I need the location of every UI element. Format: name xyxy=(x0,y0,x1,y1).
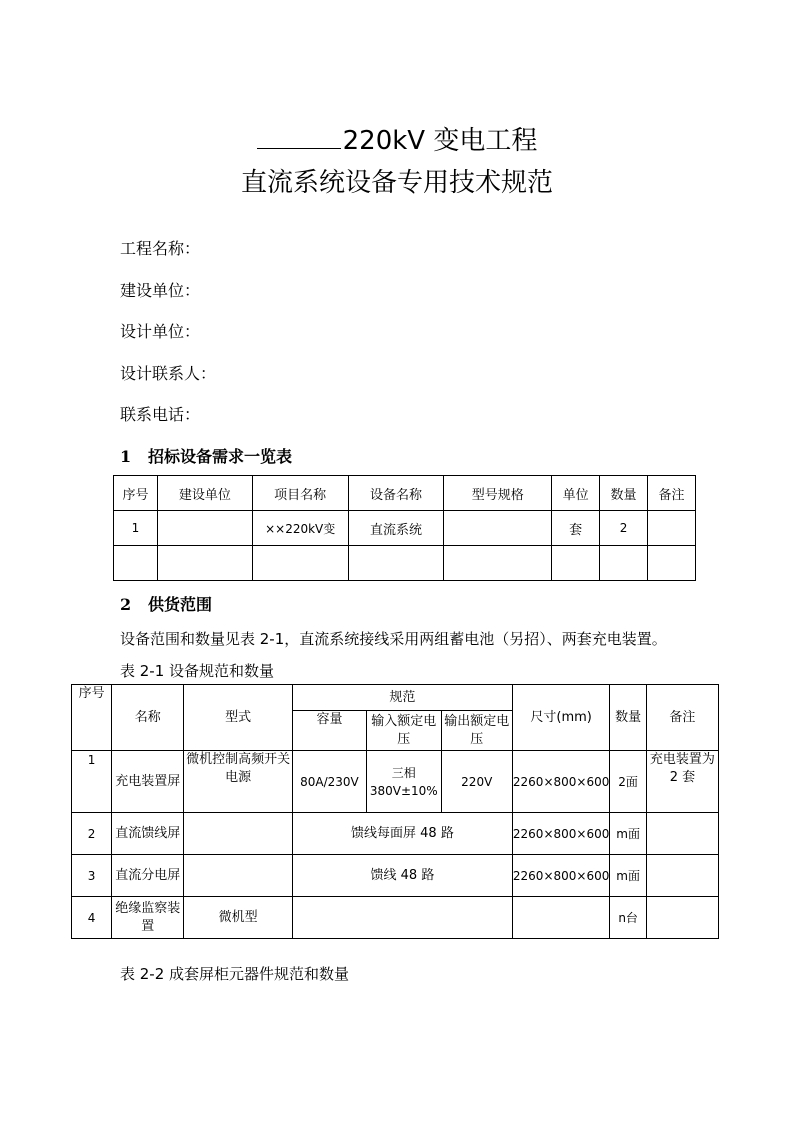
table-cell xyxy=(600,546,648,581)
table-cell: 微机型 xyxy=(184,897,293,939)
table-cell: 3 xyxy=(72,855,112,897)
table-cell: 充电装置屏 xyxy=(112,751,184,813)
table-row xyxy=(72,897,719,939)
col-header-name: 名称 xyxy=(112,685,184,751)
col-header: 建设单位 xyxy=(157,476,252,511)
col-header: 单位 xyxy=(552,476,600,511)
col-header: 项目名称 xyxy=(252,476,348,511)
blank-underline xyxy=(257,128,341,149)
col-header-qty: 数量 xyxy=(610,685,646,751)
table-cell: 绝缘监察装置 xyxy=(112,897,184,939)
table-2-2-caption: 表 2-2 成套屏柜元器件规范和数量 xyxy=(120,965,350,983)
field-construction-unit: 建设单位： xyxy=(120,281,201,300)
col-header: 序号 xyxy=(114,476,158,511)
table-row xyxy=(114,511,696,546)
document-title-line2: 直流系统设备专用技术规范 xyxy=(240,168,553,198)
table-cell xyxy=(444,546,552,581)
table-cell xyxy=(292,897,512,939)
table-cell: 80A/230V xyxy=(292,751,366,813)
col-header-size: 尺寸(mm) xyxy=(512,685,609,751)
table-cell: 微机控制高频开关电源 xyxy=(184,751,293,813)
table-cell xyxy=(552,546,600,581)
document-title-line1: 220kV 变电工程 xyxy=(0,120,794,157)
table-cell: 充电装置为 2 套 xyxy=(646,751,718,813)
col-header: 数量 xyxy=(600,476,648,511)
table-cell: 4 xyxy=(72,897,112,939)
table-cell: n台 xyxy=(610,897,646,939)
table-cell: 2 xyxy=(72,813,112,855)
table-cell: 直流系统 xyxy=(348,511,444,546)
table-cell: 2260×800×600 xyxy=(512,855,609,897)
table-header-row xyxy=(114,476,696,511)
field-design-unit: 设计单位： xyxy=(120,322,201,341)
table-cell: 2 xyxy=(600,511,648,546)
supply-scope-paragraph: 设备范围和数量见表 2-1，直流系统接线采用两组蓄电池（另招）、两套充电装置。 xyxy=(120,630,667,648)
table-cell: 1 xyxy=(114,511,158,546)
col-header-seq: 序号 xyxy=(72,685,112,751)
section-1-heading: 1 招标设备需求一览表 xyxy=(120,447,293,466)
table-row xyxy=(72,855,719,897)
table-cell: m面 xyxy=(610,813,646,855)
table-cell xyxy=(184,855,293,897)
table-cell xyxy=(114,546,158,581)
table-cell xyxy=(444,511,552,546)
table-cell: 馈线每面屏 48 路 xyxy=(292,813,512,855)
table-row xyxy=(72,813,719,855)
table-header-row xyxy=(72,685,719,711)
table-cell xyxy=(646,813,718,855)
table-cell xyxy=(252,546,348,581)
table-cell: 馈线 48 路 xyxy=(292,855,512,897)
table-cell: ××220kV变 xyxy=(252,511,348,546)
equipment-demand-table xyxy=(113,475,696,581)
table-cell xyxy=(646,855,718,897)
col-header: 型号规格 xyxy=(444,476,552,511)
table-cell: 1 xyxy=(72,751,112,813)
col-header-input-voltage: 输入额定电压 xyxy=(366,711,441,751)
table-cell xyxy=(157,546,252,581)
col-header-spec: 规范 xyxy=(292,685,512,711)
section-2-heading: 2 供货范围 xyxy=(120,595,213,614)
table-cell xyxy=(157,511,252,546)
col-header-type: 型式 xyxy=(184,685,293,751)
table-cell: 2260×800×600 xyxy=(512,751,609,813)
table-cell xyxy=(646,897,718,939)
table-cell: 三相380V±10% xyxy=(366,751,441,813)
field-project-name: 工程名称： xyxy=(120,239,201,258)
col-header-output-voltage: 输出额定电压 xyxy=(441,711,512,751)
table-cell: 2260×800×600 xyxy=(512,813,609,855)
table-cell: 2面 xyxy=(610,751,646,813)
table-cell: 220V xyxy=(441,751,512,813)
table-row xyxy=(114,546,696,581)
field-contact-phone: 联系电话： xyxy=(120,405,201,424)
col-header-note: 备注 xyxy=(646,685,718,751)
table-cell: 直流馈线屏 xyxy=(112,813,184,855)
table-cell xyxy=(648,546,696,581)
col-header: 设备名称 xyxy=(348,476,444,511)
field-design-contact: 设计联系人： xyxy=(120,364,217,383)
table-cell xyxy=(648,511,696,546)
equipment-spec-table xyxy=(71,684,719,939)
table-cell xyxy=(348,546,444,581)
table-cell: 套 xyxy=(552,511,600,546)
table-cell xyxy=(512,897,609,939)
table-2-1-caption: 表 2-1 设备规范和数量 xyxy=(120,662,275,680)
table-cell: m面 xyxy=(610,855,646,897)
col-header: 备注 xyxy=(648,476,696,511)
col-header-capacity: 容量 xyxy=(292,711,366,751)
table-cell: 直流分电屏 xyxy=(112,855,184,897)
table-row xyxy=(72,751,719,813)
table-cell xyxy=(184,813,293,855)
